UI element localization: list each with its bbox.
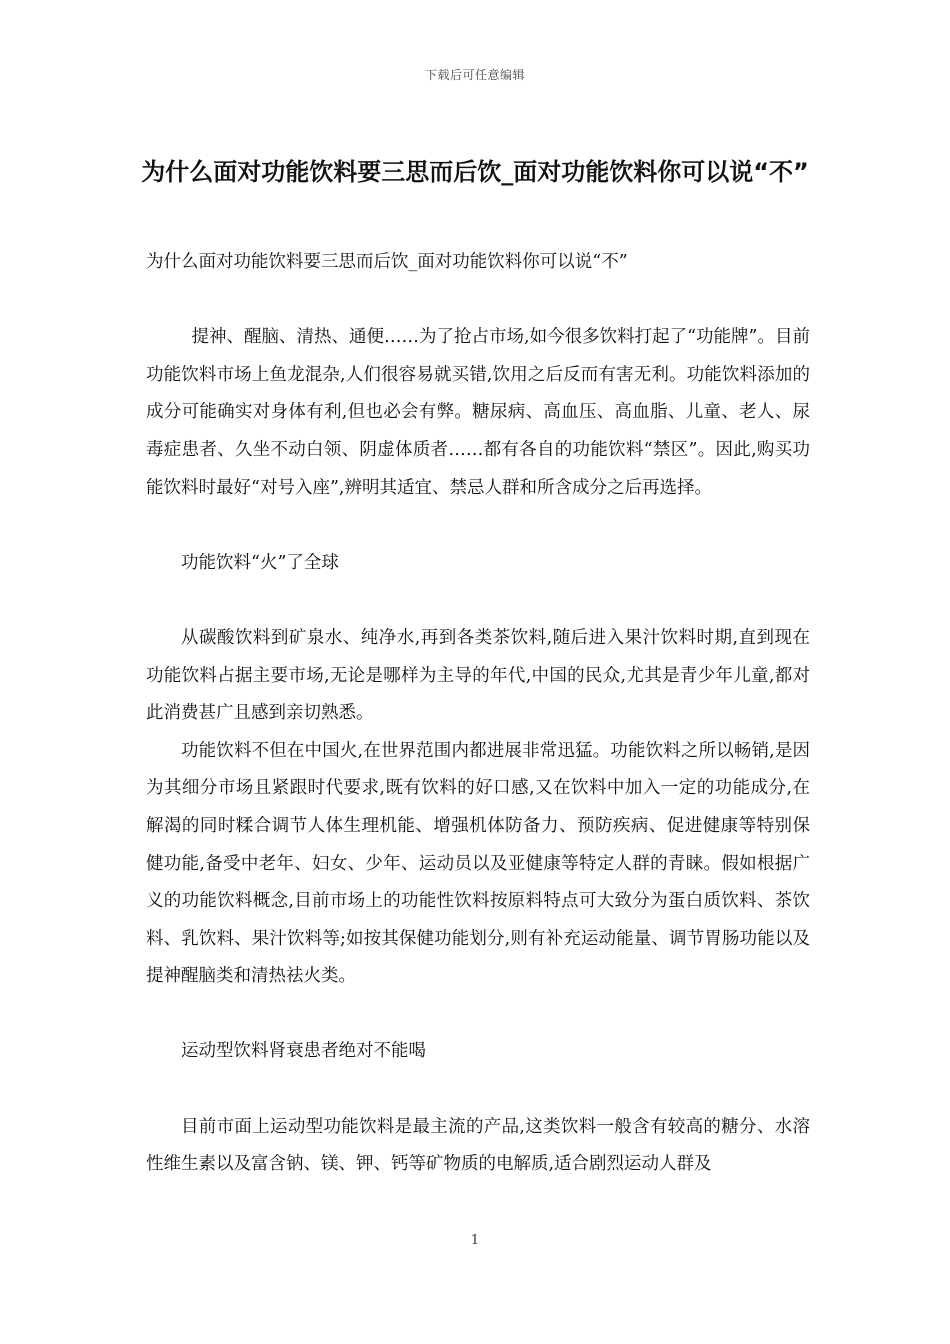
section-heading-sports-drinks: 运动型饮料肾衰患者绝对不能喝	[181, 1041, 426, 1062]
paragraph-gap	[146, 1071, 810, 1109]
paragraph-history: 从碳酸饮料到矿泉水、纯净水,再到各类茶饮料,随后进入果汁饮料时期,直到现在功能饮料占据主要市场,无论是哪样为主导的年代,中国的民众,尤其是青少年儿童,都对此消费甚广且感到亲切熟悉。	[146, 627, 810, 724]
paragraph-gap	[146, 582, 810, 620]
document-title: 为什么面对功能饮料要三思而后饮_面对功能饮料你可以说“不”	[141, 158, 809, 186]
document-body	[146, 244, 810, 1184]
document-subtitle: 为什么面对功能饮料要三思而后饮_面对功能饮料你可以说“不”	[146, 252, 628, 272]
page-number: 1	[470, 1233, 480, 1248]
paragraph-gap	[146, 282, 810, 320]
paragraph-gap	[146, 507, 810, 545]
header-note: 下载后可任意编辑	[424, 68, 525, 82]
paragraph-sports-drinks: 目前市面上运动型功能饮料是最主流的产品,这类饮料一般含有较高的糖分、水溶性维生素以及富含钠、镁、钾、钙等矿物质的电解质,适合剧烈运动人群及	[146, 1116, 810, 1175]
section-heading-global: 功能饮料“火”了全球	[181, 552, 339, 573]
paragraph-gap	[146, 996, 810, 1034]
paragraph-intro: 提神、醒脑、清热、通便……为了抢占市场,如今很多饮料打起了“功能牌”。目前功能饮料市场上鱼龙混杂,人们很容易就买错,饮用之后反而有害无利。功能饮料添加的成分可能确实对身体有利,但也必会有弊。糖尿病、高血压、高血脂、儿童、老人、尿毒症患者、久坐不动白领、阴虚体质者……都有各自的功能饮料“禁区”。因此,购买功能饮料时最好“对号入座”,辨明其适宜、禁忌人群和所含成分之后再选择。	[146, 327, 810, 498]
paragraph-worldwide: 功能饮料不但在中国火,在世界范围内都进展非常迅猛。功能饮料之所以畅销,是因为其细分市场且紧跟时代要求,既有饮料的好口感,又在饮料中加入一定的功能成分,在解渴的同时糅合调节人体生理机能、增强机体防备力、预防疾病、促进健康等特别保健功能,备受中老年、妇女、少年、运动员以及亚健康等特定人群的青睐。假如根据广义的功能饮料概念,目前市场上的功能性饮料按原料特点可大致分为蛋白质饮料、茶饮料、乳饮料、果汁饮料等;如按其保健功能划分,则有补充运动能量、调节胃肠功能以及提神醒脑类和清热祛火类。	[146, 740, 810, 987]
